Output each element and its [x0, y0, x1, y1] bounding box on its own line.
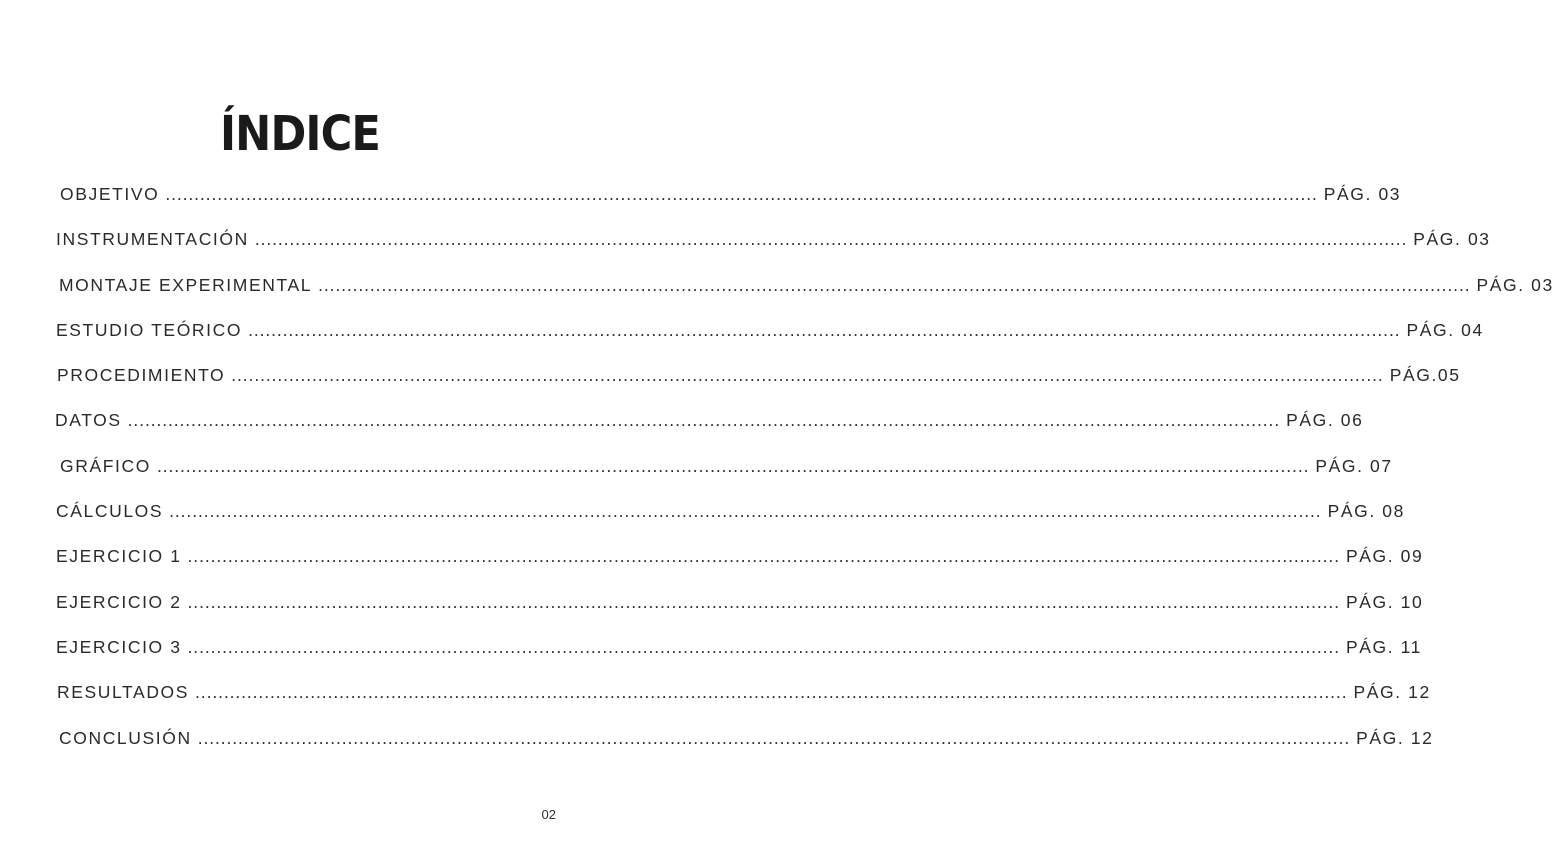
toc-entry-page: PÁG. 06	[1286, 410, 1364, 431]
toc-entry-page: PÁG. 03	[1413, 229, 1491, 250]
toc-entry-label: EJERCICIO 2	[56, 591, 182, 612]
toc-entry-resultados	[0, 674, 1431, 719]
toc-entry-ejercicio-1	[0, 538, 1424, 583]
dot-leader: ........................................................................................................................................................................................................	[165, 184, 1318, 204]
toc-entry-label: CONCLUSIÓN	[59, 727, 192, 748]
table-of-contents	[0, 176, 1554, 765]
dot-leader: ........................................................................................................................................................................................................	[169, 501, 1322, 522]
toc-entry-label: DATOS	[55, 410, 122, 431]
toc-entry-page: PÁG. 04	[1406, 319, 1484, 340]
toc-entry-conclusion	[0, 720, 1434, 765]
toc-entry-page: PÁG. 12	[1353, 682, 1431, 703]
dot-leader: ........................................................................................................................................................................................................	[187, 591, 1340, 612]
toc-entry-estudio-teorico	[0, 312, 1484, 357]
toc-entry-page: PÁG.05	[1389, 365, 1461, 386]
toc-entry-page: PÁG. 03	[1476, 274, 1554, 295]
dot-leader: ........................................................................................................................................................................................................	[187, 636, 1340, 657]
toc-entry-page: PÁG. 09	[1345, 546, 1424, 567]
toc-entry-label: OBJETIVO	[60, 184, 160, 204]
dot-leader: ........................................................................................................................................................................................................	[231, 365, 1384, 386]
page-number: 02	[541, 807, 556, 822]
dot-leader: ........................................................................................................................................................................................................	[197, 727, 1351, 748]
toc-entry-page: PÁG. 11	[1345, 636, 1423, 657]
toc-entry-montaje-experimental	[0, 267, 1554, 312]
dot-leader: ........................................................................................................................................................................................................	[187, 546, 1340, 567]
dot-leader: ........................................................................................................................................................................................................	[248, 319, 1401, 340]
dot-leader: ........................................................................................................................................................................................................	[127, 410, 1281, 431]
toc-entry-label: INSTRUMENTACIÓN	[56, 229, 249, 250]
toc-entry-label: EJERCICIO 1	[56, 546, 182, 567]
toc-entry-page: PÁG. 07	[1315, 455, 1393, 476]
dot-leader: ........................................................................................................................................................................................................	[318, 274, 1471, 295]
dot-leader: ........................................................................................................................................................................................................	[195, 682, 1348, 703]
toc-entry-page: PÁG. 10	[1345, 591, 1424, 612]
toc-entry-calculos	[0, 493, 1405, 538]
toc-entry-grafico	[0, 448, 1393, 493]
toc-entry-label: MONTAJE EXPERIMENTAL	[59, 274, 313, 295]
toc-entry-objetivo	[0, 176, 1402, 221]
dot-leader: ........................................................................................................................................................................................................	[254, 229, 1408, 250]
dot-leader: ........................................................................................................................................................................................................	[156, 455, 1310, 476]
toc-entry-ejercicio-3	[0, 629, 1423, 674]
toc-entry-page: PÁG. 08	[1327, 501, 1405, 522]
toc-entry-procedimiento	[0, 357, 1461, 402]
toc-entry-page: PÁG. 03	[1323, 184, 1402, 204]
toc-entry-instrumentacion	[0, 221, 1491, 266]
toc-entry-datos	[0, 402, 1364, 447]
toc-entry-label: PROCEDIMIENTO	[57, 365, 226, 386]
toc-entry-label: ESTUDIO TEÓRICO	[56, 319, 243, 340]
toc-entry-ejercicio-2	[0, 584, 1424, 629]
toc-entry-label: RESULTADOS	[57, 682, 190, 703]
page-title: ÍNDICE	[220, 106, 380, 163]
toc-entry-page: PÁG. 12	[1356, 727, 1434, 748]
toc-entry-label: GRÁFICO	[60, 455, 151, 476]
toc-entry-label: CÁLCULOS	[56, 501, 164, 522]
toc-entry-label: EJERCICIO 3	[56, 636, 182, 657]
